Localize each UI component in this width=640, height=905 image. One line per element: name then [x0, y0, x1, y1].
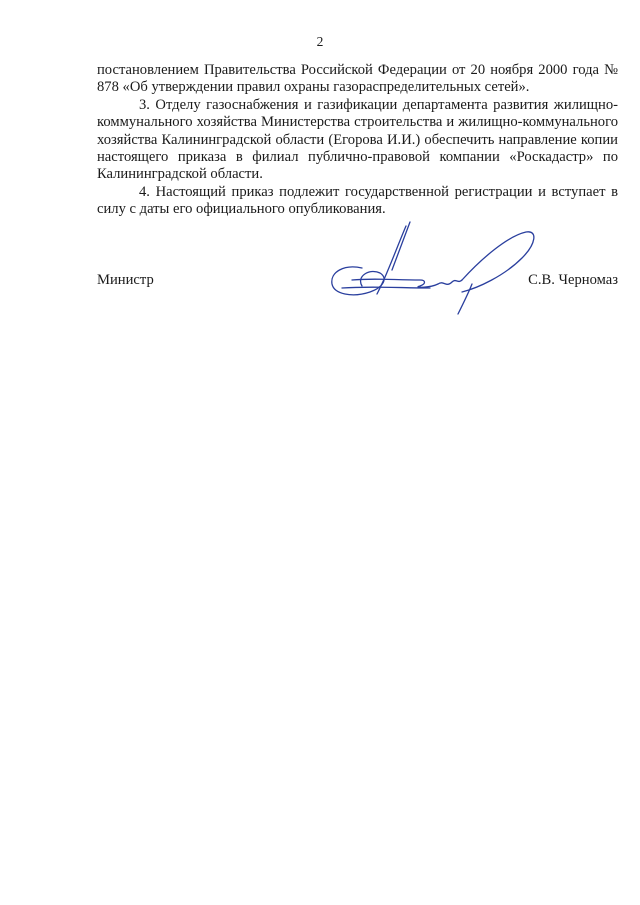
paragraph-item-3: 3. Отделу газоснабжения и газификации департамента развития жилищно-коммунального хозяйства Министерства строительства и жилищно-коммунального хозяйства Калининградской области (Егорова И.И.) обеспечить направление копии настоящего приказа в филиал публично-правовой компании «Роскадастр» по Калининградской области.: [97, 96, 618, 183]
handwritten-signature: [322, 218, 552, 318]
document-body: [97, 62, 618, 219]
signer-name: С.В. Черномаз: [528, 272, 618, 288]
page-number: 2: [316, 34, 324, 49]
paragraph-continuation: постановлением Правительства Российской Федерации от 20 ноября 2000 года № 878 «Об утверждении правил охраны газораспределительных сетей».: [97, 62, 618, 96]
signer-title: Министр: [97, 272, 154, 288]
paragraph-item-4: 4. Настоящий приказ подлежит государственной регистрации и вступает в силу с даты его официального опубликования.: [97, 183, 618, 218]
